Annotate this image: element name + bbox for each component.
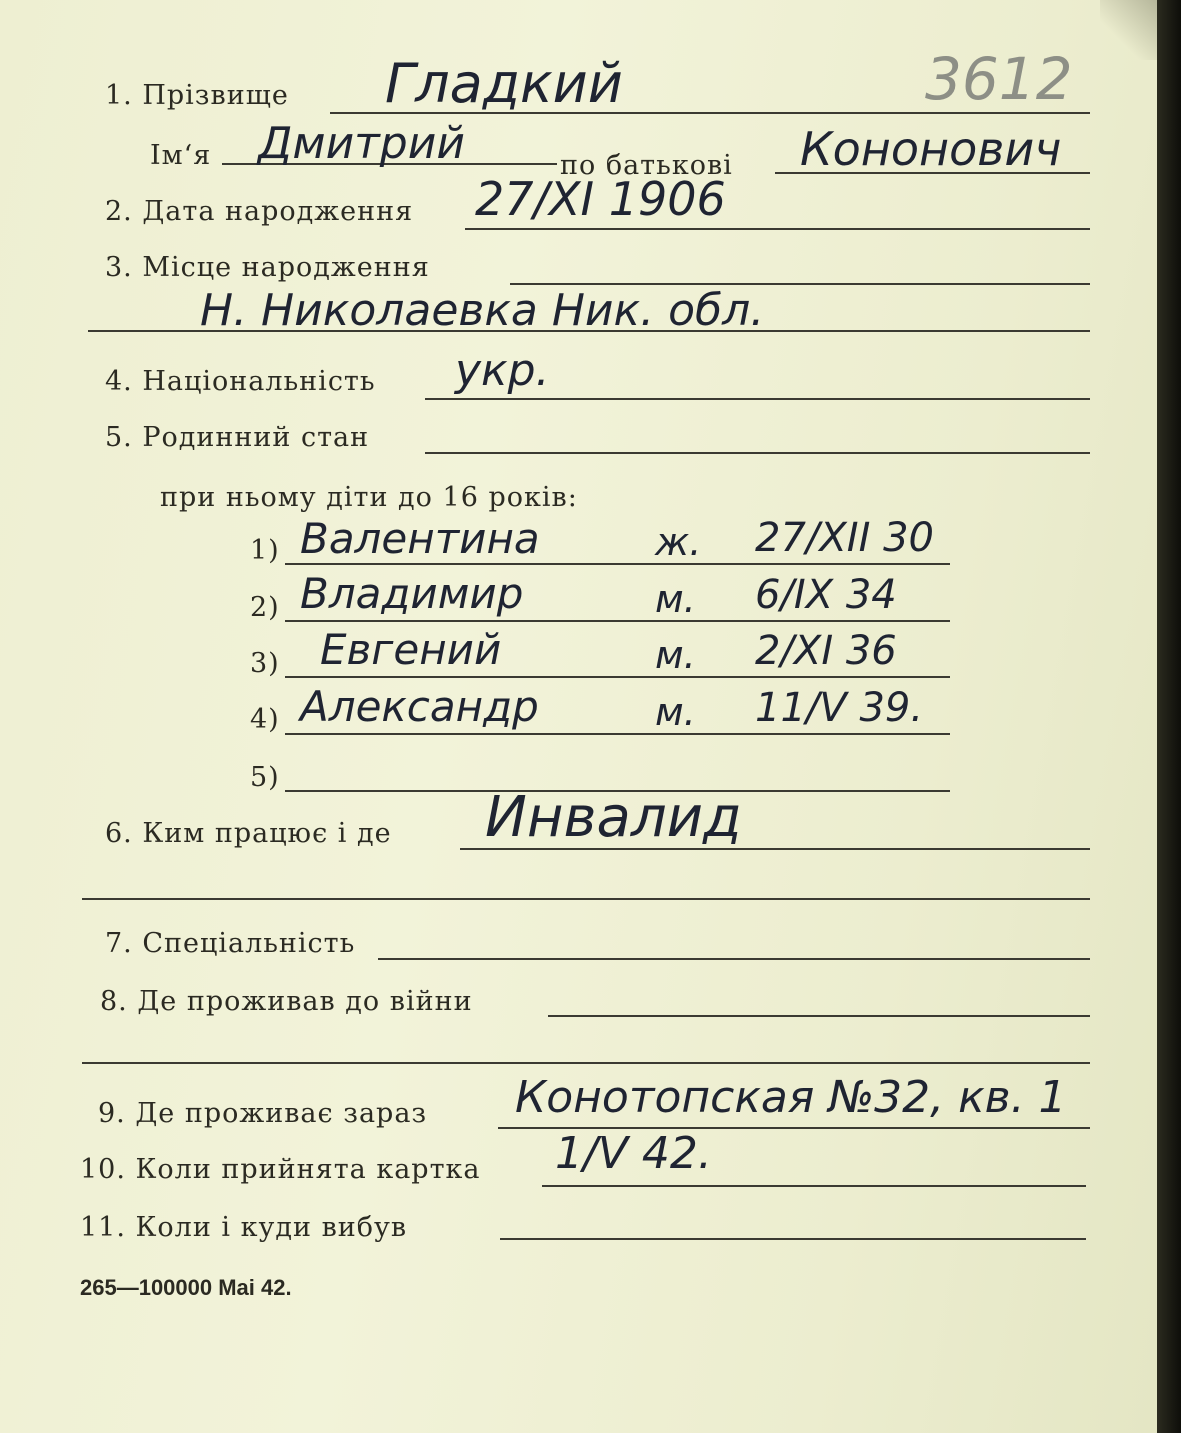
field-2-label: 2. Дата народження xyxy=(105,196,414,227)
patronymic-label: по батькові xyxy=(560,150,733,181)
patronymic-value: Кононович xyxy=(800,122,1062,176)
child-line xyxy=(285,620,950,622)
child-sex: м. xyxy=(655,577,696,621)
child-number: 5) xyxy=(250,762,280,793)
field-2-line xyxy=(465,228,1090,230)
child-name: Александр xyxy=(300,682,539,731)
field-8-line xyxy=(548,1015,1090,1017)
children-label: при ньому діти до 16 років: xyxy=(160,482,578,513)
field-7-label: 7. Спеціальність xyxy=(105,928,356,959)
field-5-line xyxy=(425,452,1090,454)
field-11-line xyxy=(500,1238,1086,1240)
surname-value: Гладкий xyxy=(385,52,623,115)
child-name: Владимир xyxy=(300,569,524,618)
archive-number: 3612 xyxy=(925,45,1073,113)
field-4-label: 4. Національність xyxy=(105,366,376,397)
child-line xyxy=(285,563,950,565)
field-6-line-2 xyxy=(82,898,1090,900)
birth-date-value: 27/XI 1906 xyxy=(475,172,726,226)
child-name: Валентина xyxy=(300,514,540,563)
field-6-label: 6. Ким працює і де xyxy=(105,818,392,849)
field-1-label: 1. Прізвище xyxy=(105,80,289,111)
field-11-label: 11. Коли і куди вибув xyxy=(80,1212,408,1243)
print-note: 265—100000 Mai 42. xyxy=(80,1275,292,1300)
child-line xyxy=(285,733,950,735)
child-number: 1) xyxy=(250,535,280,566)
field-8-line-2 xyxy=(82,1062,1090,1064)
scan-edge xyxy=(1157,0,1181,1433)
child-date: 27/XII 30 xyxy=(755,515,934,561)
child-date: 11/V 39. xyxy=(755,685,924,731)
child-sex: ж. xyxy=(655,520,702,564)
field-10-label: 10. Коли прийнята картка xyxy=(80,1154,481,1185)
child-number: 2) xyxy=(250,592,280,623)
child-sex: м. xyxy=(655,690,696,734)
child-line xyxy=(285,676,950,678)
child-name: Евгений xyxy=(320,625,502,674)
occupation-value: Инвалид xyxy=(485,785,742,850)
field-4-line xyxy=(425,398,1090,400)
first-name-value: Дмитрий xyxy=(258,118,465,169)
field-3-label: 3. Місце народження xyxy=(105,252,430,283)
child-date: 6/IX 34 xyxy=(755,572,897,618)
nationality-value: укр. xyxy=(455,345,550,396)
birth-place-value: Н. Николаевка Ник. обл. xyxy=(200,285,765,336)
card-date-value: 1/V 42. xyxy=(555,1128,712,1179)
child-number: 4) xyxy=(250,704,280,735)
name-label: Ім‘я xyxy=(150,140,212,171)
child-sex: м. xyxy=(655,633,696,677)
current-address-value: Конотопская №32, кв. 1 xyxy=(515,1072,1067,1123)
field-5-label: 5. Родинний стан xyxy=(105,422,370,453)
field-10-line xyxy=(542,1185,1086,1187)
child-number: 3) xyxy=(250,648,280,679)
child-date: 2/XI 36 xyxy=(755,628,897,674)
field-7-line xyxy=(378,958,1090,960)
field-9-label: 9. Де проживає зараз xyxy=(98,1098,428,1129)
field-8-label: 8. Де проживав до війни xyxy=(100,986,473,1017)
